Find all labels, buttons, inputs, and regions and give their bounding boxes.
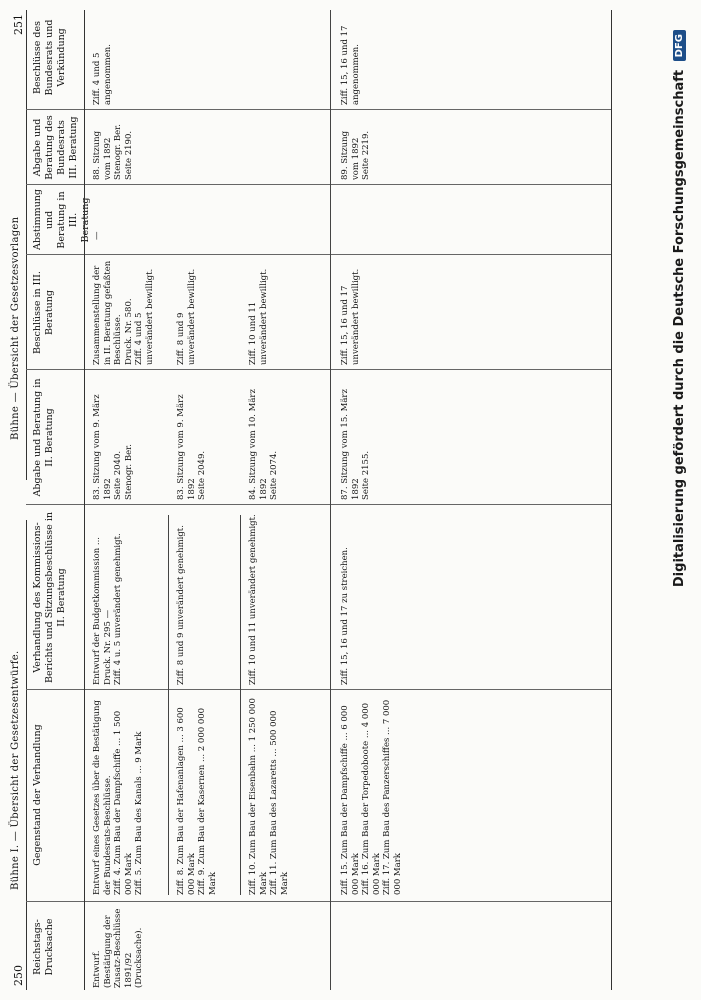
column-heading: Abgabe und Beratung des Bundesrats III. Beratung — [32, 115, 79, 180]
table-cell: Ziff. 15, 16 und 17 unverändert bewilligt. — [340, 268, 361, 365]
table-cell: Ziff. 4 und 5 angenommen. — [92, 44, 113, 105]
bottom-rule — [611, 10, 612, 990]
table-cell: Ziff. 10. Zum Bau der Eisenbahn ... 1 250 000 Mark Ziff. 11. Zum Bau des Lazaretts ... 500 000 Mark — [248, 698, 290, 895]
table-cell: Entwurf eines Gesetzes über die Bestätigung der Bundesrats-Beschlüsse. Ziff. 4. Zum Bau der Dampfschiffe ... 1 500 000 Mark Ziff. 5. Zum Bau des Kanals ... 9 Mark — [92, 700, 144, 895]
running-header-left: Bühne I. — Übersicht der Gesetzesentwürfe. — [10, 650, 21, 890]
table-cell: — — [92, 231, 102, 240]
table-cell: 83. Sitzung vom 9. März 1892 Seite 2040. Stenogr. Ber. — [92, 394, 134, 500]
column-rule — [26, 369, 611, 370]
table-cell: Entwurf der Budgetkommission ... Druck. Nr. 295 — Ziff. 4 u. 5 unverändert genehmigt. — [92, 533, 123, 685]
column-rule — [26, 184, 611, 185]
column-rule — [26, 689, 611, 690]
table-cell: 88. Sitzung vom 1892 Stenogr. Ber. Seite 2190. — [92, 124, 134, 180]
dfg-credit-text: Digitalisierung gefördert durch die Deutsche Forschungsgemeinschaft — [672, 69, 687, 588]
table-cell: Ziff. 15. Zum Bau der Dampfschiffe ... 6 000 000 Mark Ziff. 16. Zum Bau der Torpedoboote ... 4 000 000 Mark Ziff. 17. Zum Bau des Panzerschiffes ... 7 000 000 Mark — [340, 699, 403, 895]
column-heading: Beschlüsse des Bundesrats und Verkündung — [32, 19, 67, 96]
column-rule — [26, 109, 611, 110]
column-rule — [26, 504, 611, 505]
header-rule-right — [26, 10, 27, 480]
table-cell: 87. Sitzung vom 15. März 1892 Seite 2155. — [340, 389, 371, 500]
column-rule — [26, 254, 611, 255]
dfg-logo: DFG — [673, 30, 686, 61]
table-cell: Ziff. 8 und 9 unverändert bewilligt. — [176, 268, 197, 365]
page-number-right: 251 — [12, 14, 25, 35]
column-heading: Abstimmung und Beratung in III. Beratung — [32, 188, 91, 250]
row-separator — [168, 515, 169, 895]
column-heading-rule — [84, 10, 85, 990]
column-rule — [26, 901, 611, 902]
header-rule-left — [26, 520, 27, 990]
table-cell: 83. Sitzung vom 9. März 1892 Seite 2049. — [176, 394, 207, 500]
column-heading: Abgabe und Beratung in II. Beratung — [32, 378, 55, 497]
table-cell: Ziff. 8 und 9 unverändert genehmigt. — [176, 525, 186, 685]
table-cell: Ziff. 10 und 11 unverändert genehmigt. — [248, 514, 258, 685]
table-cell: 89. Sitzung vom 1892 Seite 2219. — [340, 130, 371, 180]
dfg-credit — [672, 30, 687, 587]
section-separator — [330, 10, 331, 990]
table-cell: 84. Sitzung vom 10. März 1892 Seite 2074. — [248, 389, 279, 500]
table-cell: Ziff. 15, 16 und 17 angenommen. — [340, 25, 361, 105]
running-header-right: Bühne — Übersicht der Gesetzesvorlagen — [10, 216, 21, 440]
table-cell: Entwurf. (Bestätigung der Zusatz-Beschlüsse 1891/92 (Drucksache). — [92, 908, 144, 988]
column-heading: Verhandlung des Kommissions-Berichts und Sitzungsbeschlüsse in II. Beratung — [32, 512, 67, 683]
column-heading: Beschlüsse in III. Beratung — [32, 271, 55, 354]
row-separator — [240, 515, 241, 895]
table-cell: Zusammenstellung der in II. Beratung gefaßten Beschlüsse. Druck. Nr. 580. Ziff. 4 und 5 unverändert bewilligt. — [92, 260, 155, 365]
page-number-left: 250 — [12, 965, 25, 986]
column-heading: Gegenstand der Verhandlung — [32, 724, 43, 866]
table-cell: Ziff. 15, 16 und 17 zu streichen. — [340, 547, 350, 685]
table-cell: Ziff. 8. Zum Bau der Hafenanlagen ... 3 600 000 Mark Ziff. 9. Zum Bau der Kasernen ... 2 000 000 Mark — [176, 707, 218, 895]
column-heading: Reichstags-Drucksache — [32, 918, 55, 976]
table-cell: Ziff. 10 und 11 unverändert bewilligt. — [248, 268, 269, 365]
